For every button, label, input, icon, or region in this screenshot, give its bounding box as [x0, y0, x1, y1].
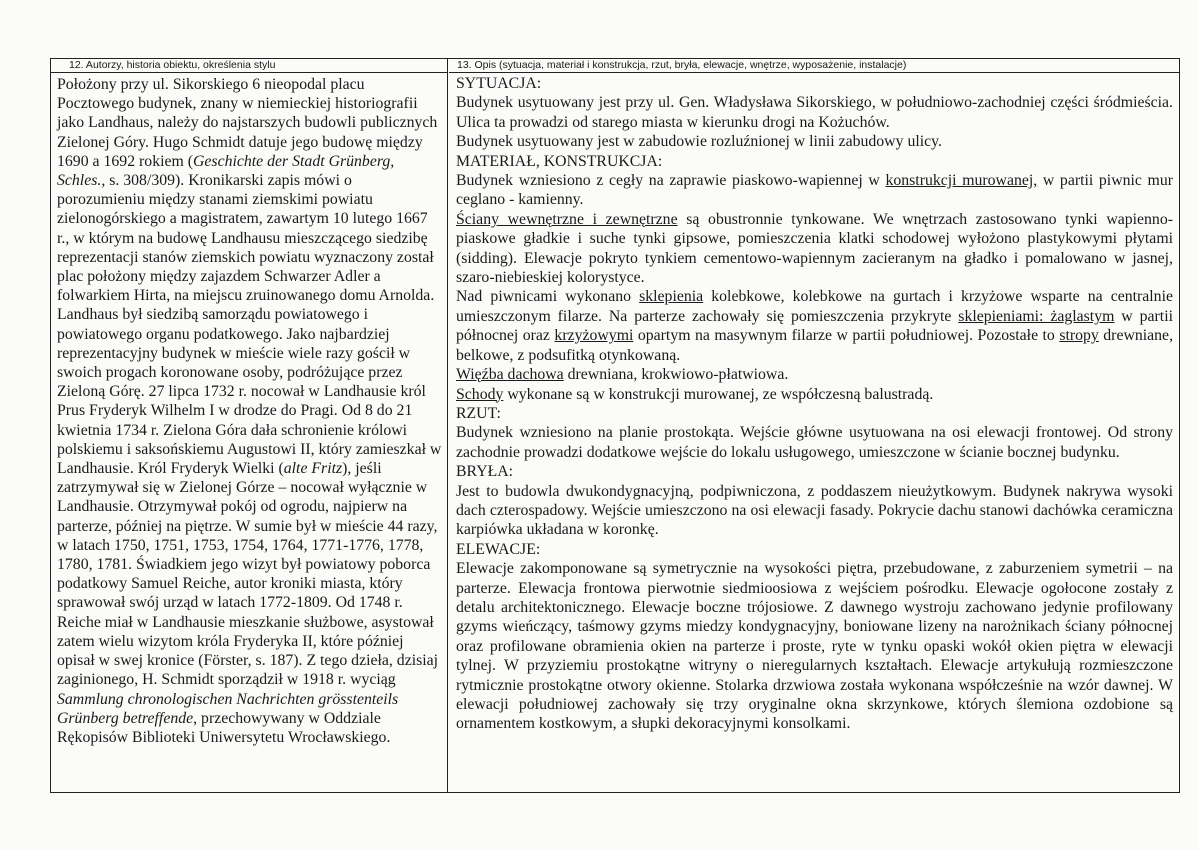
text-run: wykonane są w konstrukcji murowanej, ze współczesną balustradą. — [503, 385, 934, 403]
history-column-header: 12. Autorzy, historia obiektu, określenia stylu — [51, 59, 447, 73]
section-heading-rzut: RZUT: — [456, 404, 501, 422]
text-run: , s. 308/309). Kronikarski zapis mówi o porozumieniu między stanami ziemskimi powiatu zielonogórskiego a magistratem, zawartym 10 lutego 1667 r., w którym na budowę Landhausu mieszczącego siedzibę reprezentacji stanów ziemskich powiatu wyznaczony został plac położony między zajazdem Schwarzer Adler a folwarkiem Hirta, na miejscu zruinowanego domu Arnolda. — [57, 172, 435, 305]
elewacje-paragraph: Elewacje zakomponowane są symetrycznie na wysokości piętra, przebudowane, z zaburzeniem symetrii – na parterze. Elewacja frontowa pierwotnie siedmioosiowa z wejściem pośrodku. Elewacje ogołocone zostały z detalu architektonicznego. Elewacje boczne trójosiowe. Z dawnego wystroju zachowano jedynie profilowany gzyms wieńczący, taśmowy gzyms miedzy kondygnacyjny, boniowane lizeny na narożnikach ściany północnej oraz profilowane obramienia okien na parterze i proste, ryte w tynku opaski wokół okien piętra w elewacji tylnej. W przyziemiu prostokątne witryny o nieregularnych kształtach. Elewacje artykułują rozmieszczone rytmicznie prostokątne otwory okienne. Stolarka drzwiowa została wykonana współcześnie na wzór dawnej. W elewacji południowej zachowały się trzy oryginalne okna skrzynkowe, których ślemiona ozdobione są ornamentem kostkowym, a słupki dekoracyjnymi konsolkami. — [456, 560, 1173, 733]
underlined-term: krzyżowymi — [554, 327, 634, 345]
material-paragraph-1 — [456, 171, 1173, 210]
history-text — [51, 73, 447, 747]
description-column — [449, 59, 1179, 792]
history-column — [51, 59, 448, 792]
text-run: w partii północnej oraz — [456, 307, 1173, 345]
text-run: w partii piwnic mur ceglano - kamienny. — [456, 172, 1174, 209]
text-run: Landhaus był siedzibą samorządu powiatowego i powiatowego organu podatkowego. Jako najbardziej reprezentacyjny budynek w mieście wiele razy gościł w swoich progach koronowane osoby, podróżujące przez Zieloną Górę. 27 lipca 1732 r. nocował w Landhausie król Prus Fryderyk Wilhelm I w drodze do Pragi. Od 8 do 21 kwietnia 1734 r. Zielona Góra dała schronienie królowi polskiemu i saksońskiemu Augustowi II, który zamieszkał w Landhausie. Król Fryderyk Wielki ( — [57, 306, 442, 478]
material-paragraph-5 — [456, 385, 1173, 404]
underlined-term: stropy — [1059, 327, 1099, 345]
description-column-header: 13. Opis (sytuacja, materiał i konstrukcja, rzut, bryła, elewacje, wnętrze, wyposażenie, instalacje) — [449, 59, 1179, 73]
text-run: drewniane, belkowe, z podsufitką otynkowaną. — [456, 327, 1174, 364]
underlined-term: Ściany wewnętrzne i zewnętrzne — [456, 210, 678, 228]
source-title: Geschichte der Stadt Grünberg, Schles. — [57, 152, 395, 190]
material-paragraph-3 — [456, 287, 1173, 365]
history-paragraph-1 — [57, 75, 443, 305]
text-run: są obustronnie tynkowane. We wnętrzach zastosowano tynki wapienno-piaskowe gładkie i suche tynki gipsowe, pomieszczenia klatki schodowej wyłożono plastykowymi płytami (sidding). Elewacje pokryto tynkiem cementowo-wapiennym zacieranym na gładko i pomalowano w jasnej, szaro-niebieskiej kolorystyce. — [456, 210, 1173, 287]
underlined-term: Więźba dachowa — [456, 366, 564, 384]
text-run: Położony przy ul. Sikorskiego 6 nieopodal placu Pocztowego budynek, znany w niemieckiej historiografii jako Landhaus, należy do najstarszych budowli publicznych Zielonej Góry. Hugo Schmidt datuje jego budowę między 1690 a 1692 rokiem ( — [57, 76, 438, 170]
underlined-term: sklepienia — [639, 288, 704, 306]
text-run: drewniana, krokwiowo-płatwiowa. — [563, 366, 789, 384]
text-run: , przechowywany w Oddziale Rękopisów Biblioteki Uniwersytetu Wrocławskiego. — [57, 709, 391, 746]
description-text — [449, 73, 1179, 734]
underlined-term: konstrukcji murowanej, — [885, 172, 1038, 190]
text-run: Budynek wzniesiono z cegły na zaprawie piaskowo-wapiennej w — [456, 172, 886, 190]
text-run: ), jeśli zatrzymywał się w Zielonej Górze – nocował wyłącznie w Landhausie. Otrzymywał pokój od ogrodu, najpierw na parterze, później na piętrze. W sumie był w mieście 44 razy, w latach 1750, 1751, 1753, 1754, 1764, 1771-1776, 1778, 1780, 1781. Świadkiem jego wizyt był powiatowy poborca podatkowy Samuel Reiche, autor kroniki miasta, który sprawował swój urząd w latach 1772-1809. Od 1748 r. Reiche miał w Landhausie mieszkanie służbowe, asystował zatem wielu wizytom króla Fryderyka II, które później opisał w swej kronice (Förster, s. 187). Z tego dzieła, dzisiaj zaginionego, H. Schmidt sporządził w 1918 r. wyciąg — [57, 460, 439, 689]
section-heading-bryla: BRYŁA: — [456, 463, 514, 481]
material-paragraph-4 — [456, 365, 1173, 384]
text-run: kolebkowe, kolebkowe na gurtach i krzyżowe wsparte na centralnie umieszczonym filarze. Na parterze zachowały się pomieszczenia przykryte — [456, 288, 1173, 325]
document-table — [50, 58, 1180, 793]
section-heading-elewacje: ELEWACJE: — [456, 540, 541, 558]
section-heading-sytuacja: SYTUACJA: — [456, 75, 542, 92]
sytuacja-paragraph-1: Budynek usytuowany jest przy ul. Gen. Władysława Sikorskiego, w południowo-zachodniej części śródmieścia. Ulica ta prowadzi od starego miasta w kierunku drogi na Kożuchów. — [456, 94, 1173, 131]
source-title: Sammlung chronologischen Nachrichten grösstenteils Grünberg betreffende — [57, 690, 399, 727]
bryla-paragraph: Jest to budowla dwukondygnacyjną, podpiwniczona, z poddaszem nieużytkowym. Budynek nakrywa wysoki dach czterospadowy. Wejście umieszczono na osi elewacji fasady. Pokrycie dachu stanowi dachówka ceramiczna karpiówka układana w koronkę. — [456, 482, 1173, 539]
text-run: opartym na masywnym filarze w partii południowej. Pozostałe to — [633, 327, 1060, 345]
text-run: Nad piwnicami wykonano — [456, 288, 640, 306]
nickname: alte Fritz — [283, 460, 343, 478]
underlined-term: Schody — [456, 385, 504, 403]
underlined-term: sklepieniami: żaglastym — [958, 307, 1115, 325]
material-paragraph-2 — [456, 210, 1173, 288]
sytuacja-paragraph-2: Budynek usytuowany jest w zabudowie rozluźnionej w linii zabudowy ulicy. — [456, 133, 942, 151]
history-paragraph-2 — [57, 305, 443, 747]
section-heading-material: MATERIAŁ, KONSTRUKCJA: — [456, 152, 663, 170]
rzut-paragraph: Budynek wzniesiono na planie prostokąta. Wejście główne usytuowana na osi elewacji frontowej. Od strony zachodnie prowadzi dodatkowe wejście do lokalu usługowego, umieszczone w ścianie bocznej budynku. — [456, 424, 1173, 461]
